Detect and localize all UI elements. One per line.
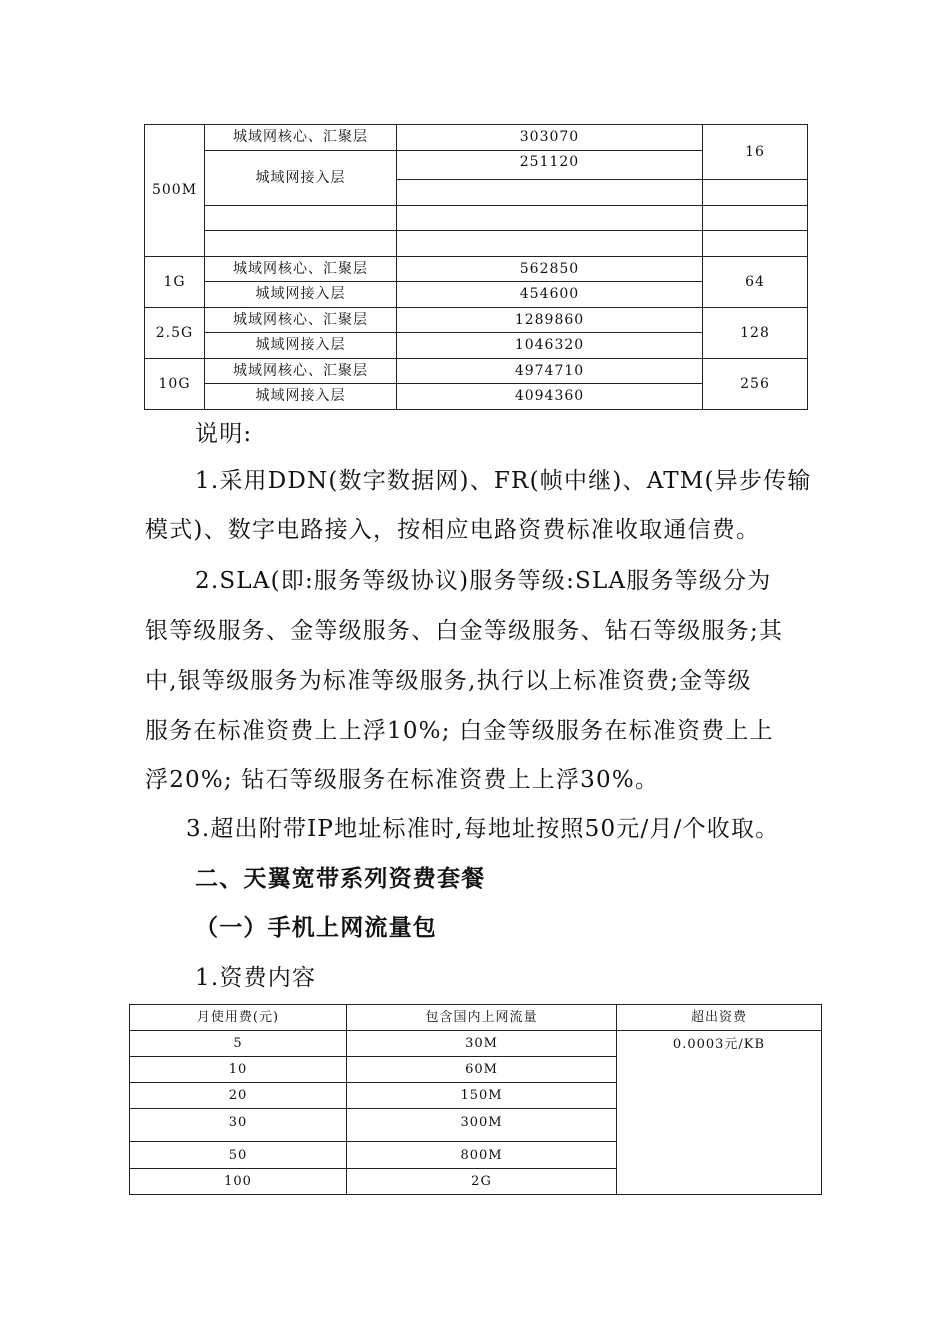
note-2-line-2: 银等级服务、金等级服务、白金等级服务、钻石等级服务;其: [145, 618, 784, 644]
empty-cell: [703, 231, 808, 257]
layer-cell: 城域网接入层: [205, 282, 397, 308]
header-domestic-traffic: 包含国内上网流量: [347, 1005, 617, 1031]
note-1-line-1: 1.采用DDN(数字数据网)、FR(帧中继)、ATM(异步传输: [195, 468, 812, 494]
fee-cell: 50: [130, 1142, 347, 1169]
value-cell: 1289860: [397, 307, 703, 333]
value-cell: 251120: [397, 150, 703, 180]
empty-cell: [397, 180, 703, 206]
layer-cell: 城域网接入层: [205, 333, 397, 359]
empty-cell: [703, 180, 808, 206]
value-cell: 303070: [397, 125, 703, 151]
price-cell: 256: [703, 358, 808, 409]
layer-cell: 城域网核心、汇聚层: [205, 256, 397, 282]
fee-cell: 10: [130, 1057, 347, 1083]
speed-cell: 500M: [145, 125, 205, 257]
speed-cell: 2.5G: [145, 307, 205, 358]
section-subheading: （一）手机上网流量包: [195, 915, 437, 941]
traffic-cell: 30M: [347, 1031, 617, 1057]
fee-cell: 100: [130, 1169, 347, 1195]
notes-title: 说明:: [195, 421, 253, 447]
empty-cell: [205, 205, 397, 231]
traffic-cell: 2G: [347, 1169, 617, 1195]
empty-cell: [397, 231, 703, 257]
empty-cell: [397, 205, 703, 231]
data-package-table: [129, 1004, 822, 1195]
value-cell: 562850: [397, 256, 703, 282]
fee-cell: 20: [130, 1083, 347, 1109]
header-monthly-fee: 月使用费(元): [130, 1005, 347, 1031]
layer-cell: 城域网核心、汇聚层: [205, 307, 397, 333]
layer-cell: 城域网接入层: [205, 150, 397, 205]
price-cell: 128: [703, 307, 808, 358]
layer-cell: 城域网核心、汇聚层: [205, 358, 397, 384]
value-cell: 1046320: [397, 333, 703, 359]
empty-cell: [205, 231, 397, 257]
layer-cell: 城域网核心、汇聚层: [205, 125, 397, 151]
note-3: 3.超出附带IP地址标准时,每地址按照50元/月/个收取。: [186, 816, 780, 842]
bandwidth-price-table: [144, 124, 808, 410]
note-2-line-5: 浮20%; 钻石等级服务在标准资费上上浮30%。: [145, 767, 660, 793]
price-cell: 64: [703, 256, 808, 307]
value-cell: 4974710: [397, 358, 703, 384]
tariff-content-label: 1.资费内容: [195, 965, 317, 991]
speed-cell: 1G: [145, 256, 205, 307]
layer-cell: 城域网接入层: [205, 384, 397, 410]
overage-cell: 0.0003元/KB: [617, 1031, 822, 1195]
traffic-cell: 60M: [347, 1057, 617, 1083]
fee-cell: 5: [130, 1031, 347, 1057]
note-2-line-3: 中,银等级服务为标准等级服务,执行以上标准资费;金等级: [145, 668, 752, 694]
header-overage-fee: 超出资费: [617, 1005, 822, 1031]
empty-cell: [703, 205, 808, 231]
traffic-cell: 300M: [347, 1109, 617, 1142]
traffic-cell: 800M: [347, 1142, 617, 1169]
note-2-line-1: 2.SLA(即:服务等级协议)服务等级:SLA服务等级分为: [195, 568, 772, 594]
note-2-line-4: 服务在标准资费上上浮10%; 白金等级服务在标准资费上上: [145, 718, 774, 744]
value-cell: 4094360: [397, 384, 703, 410]
price-cell: 16: [703, 125, 808, 180]
traffic-cell: 150M: [347, 1083, 617, 1109]
note-1-line-2: 模式)、数字电路接入，按相应电路资费标准收取通信费。: [145, 517, 761, 543]
value-cell: 454600: [397, 282, 703, 308]
speed-cell: 10G: [145, 358, 205, 409]
fee-cell: 30: [130, 1109, 347, 1142]
section-heading: 二、天翼宽带系列资费套餐: [195, 866, 486, 892]
